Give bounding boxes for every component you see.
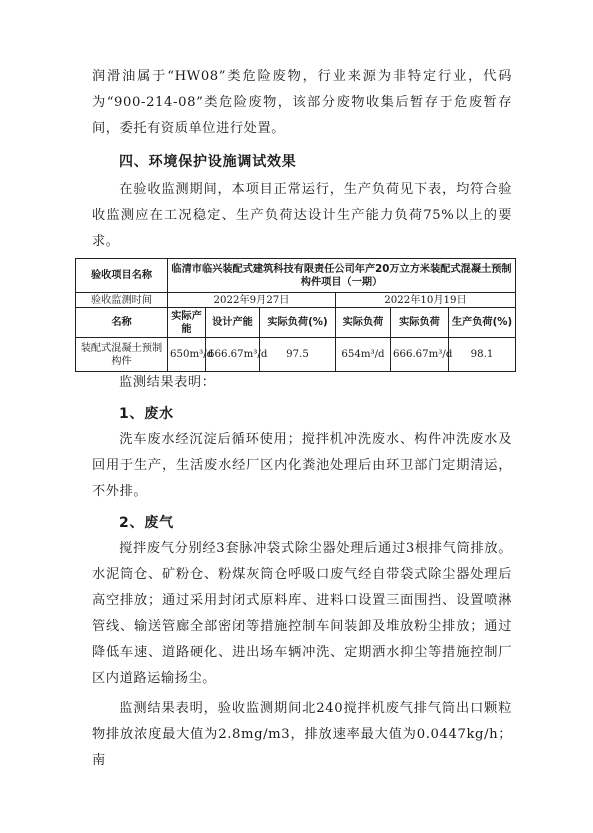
header-actual-load-pct-1: 实际负荷(%) [260, 308, 336, 338]
header-actual-capacity-1: 实际产能 [168, 308, 206, 338]
header-design-capacity-1: 设计产能 [206, 308, 260, 338]
row-actual-capacity-2: 654m³/d [336, 338, 391, 372]
header-actual-load-2: 实际负荷 [336, 308, 391, 338]
paragraph-hazardous-waste: 润滑油属于“HW08”类危险废物，行业来源为非特定行业，代码为“900-214-08”类危险废物，该部分废物收集后暂存于危废暂存间，委托有资质单位进行处置。 [92, 69, 512, 136]
production-load-table [75, 258, 516, 372]
paragraph-load-intro: 在验收监测期间，本项目正常运行，生产负荷见下表，均符合验收监测应在工况稳定、生产负荷达设计生产能力负荷75%以上的要求。 [92, 182, 512, 249]
subheading-waste-gas: 2、废气 [119, 515, 174, 531]
paragraph-waste-gas: 搅拌废气分别经3套脉冲袋式除尘器处理后通过3根排气筒排放。水泥筒仓、矿粉仓、粉煤灰筒仓呼吸口废气经自带袋式除尘器处理后高空排放；通过采用封闭式原料库、进料口设置三面围挡、设置喷淋管线、输送管廊全部密闭等措施控制车间装卸及堆放粉尘排放；通过降低车速、道路硬化、进出场车辆冲洗、定期洒水抑尘等措施控制厂区内道路运输扬尘。 [92, 541, 512, 686]
subheading-wastewater: 1、废水 [119, 406, 174, 422]
header-actual-load-3: 实际负荷 [391, 308, 449, 338]
section-heading-environmental-protection: 四、环境保护设施调试效果 [119, 154, 297, 170]
project-name-label: 验收项目名称 [76, 259, 168, 293]
paragraph-wastewater: 洗车废水经沉淀后循环使用；搅拌机冲洗废水、构件冲洗废水及回用于生产，生活废水经厂区内化粪池处理后由环卫部门定期清运，不外排。 [92, 432, 512, 499]
paragraph-results-intro: 监测结果表明： [119, 375, 216, 390]
row-product-name: 装配式混凝土预制构件 [76, 338, 168, 372]
row-design-capacity-2: 666.67m³/d [391, 338, 449, 372]
project-name-value: 临清市临兴装配式建筑科技有限责任公司年产20万立方米装配式混凝土预制构件项目（一期） [168, 259, 516, 293]
paragraph-gas-results: 监测结果表明，验收监测期间北240搅拌机废气排气筒出口颗粒物排放浓度最大值为2.8mg/m3，排放速率最大值为0.0447kg/h；南 [92, 701, 512, 768]
monitoring-date-1: 2022年9月27日 [168, 293, 336, 308]
monitoring-period-label: 验收监测时间 [76, 293, 168, 308]
row-load-pct-2: 98.1 [449, 338, 516, 372]
header-name: 名称 [76, 308, 168, 338]
row-design-capacity-1: 666.67m³/d [206, 338, 260, 372]
row-load-pct-1: 97.5 [260, 338, 336, 372]
monitoring-date-2: 2022年10月19日 [336, 293, 516, 308]
row-actual-capacity-1: 650m³/d [168, 338, 206, 372]
header-production-load-pct: 生产负荷(%) [449, 308, 516, 338]
